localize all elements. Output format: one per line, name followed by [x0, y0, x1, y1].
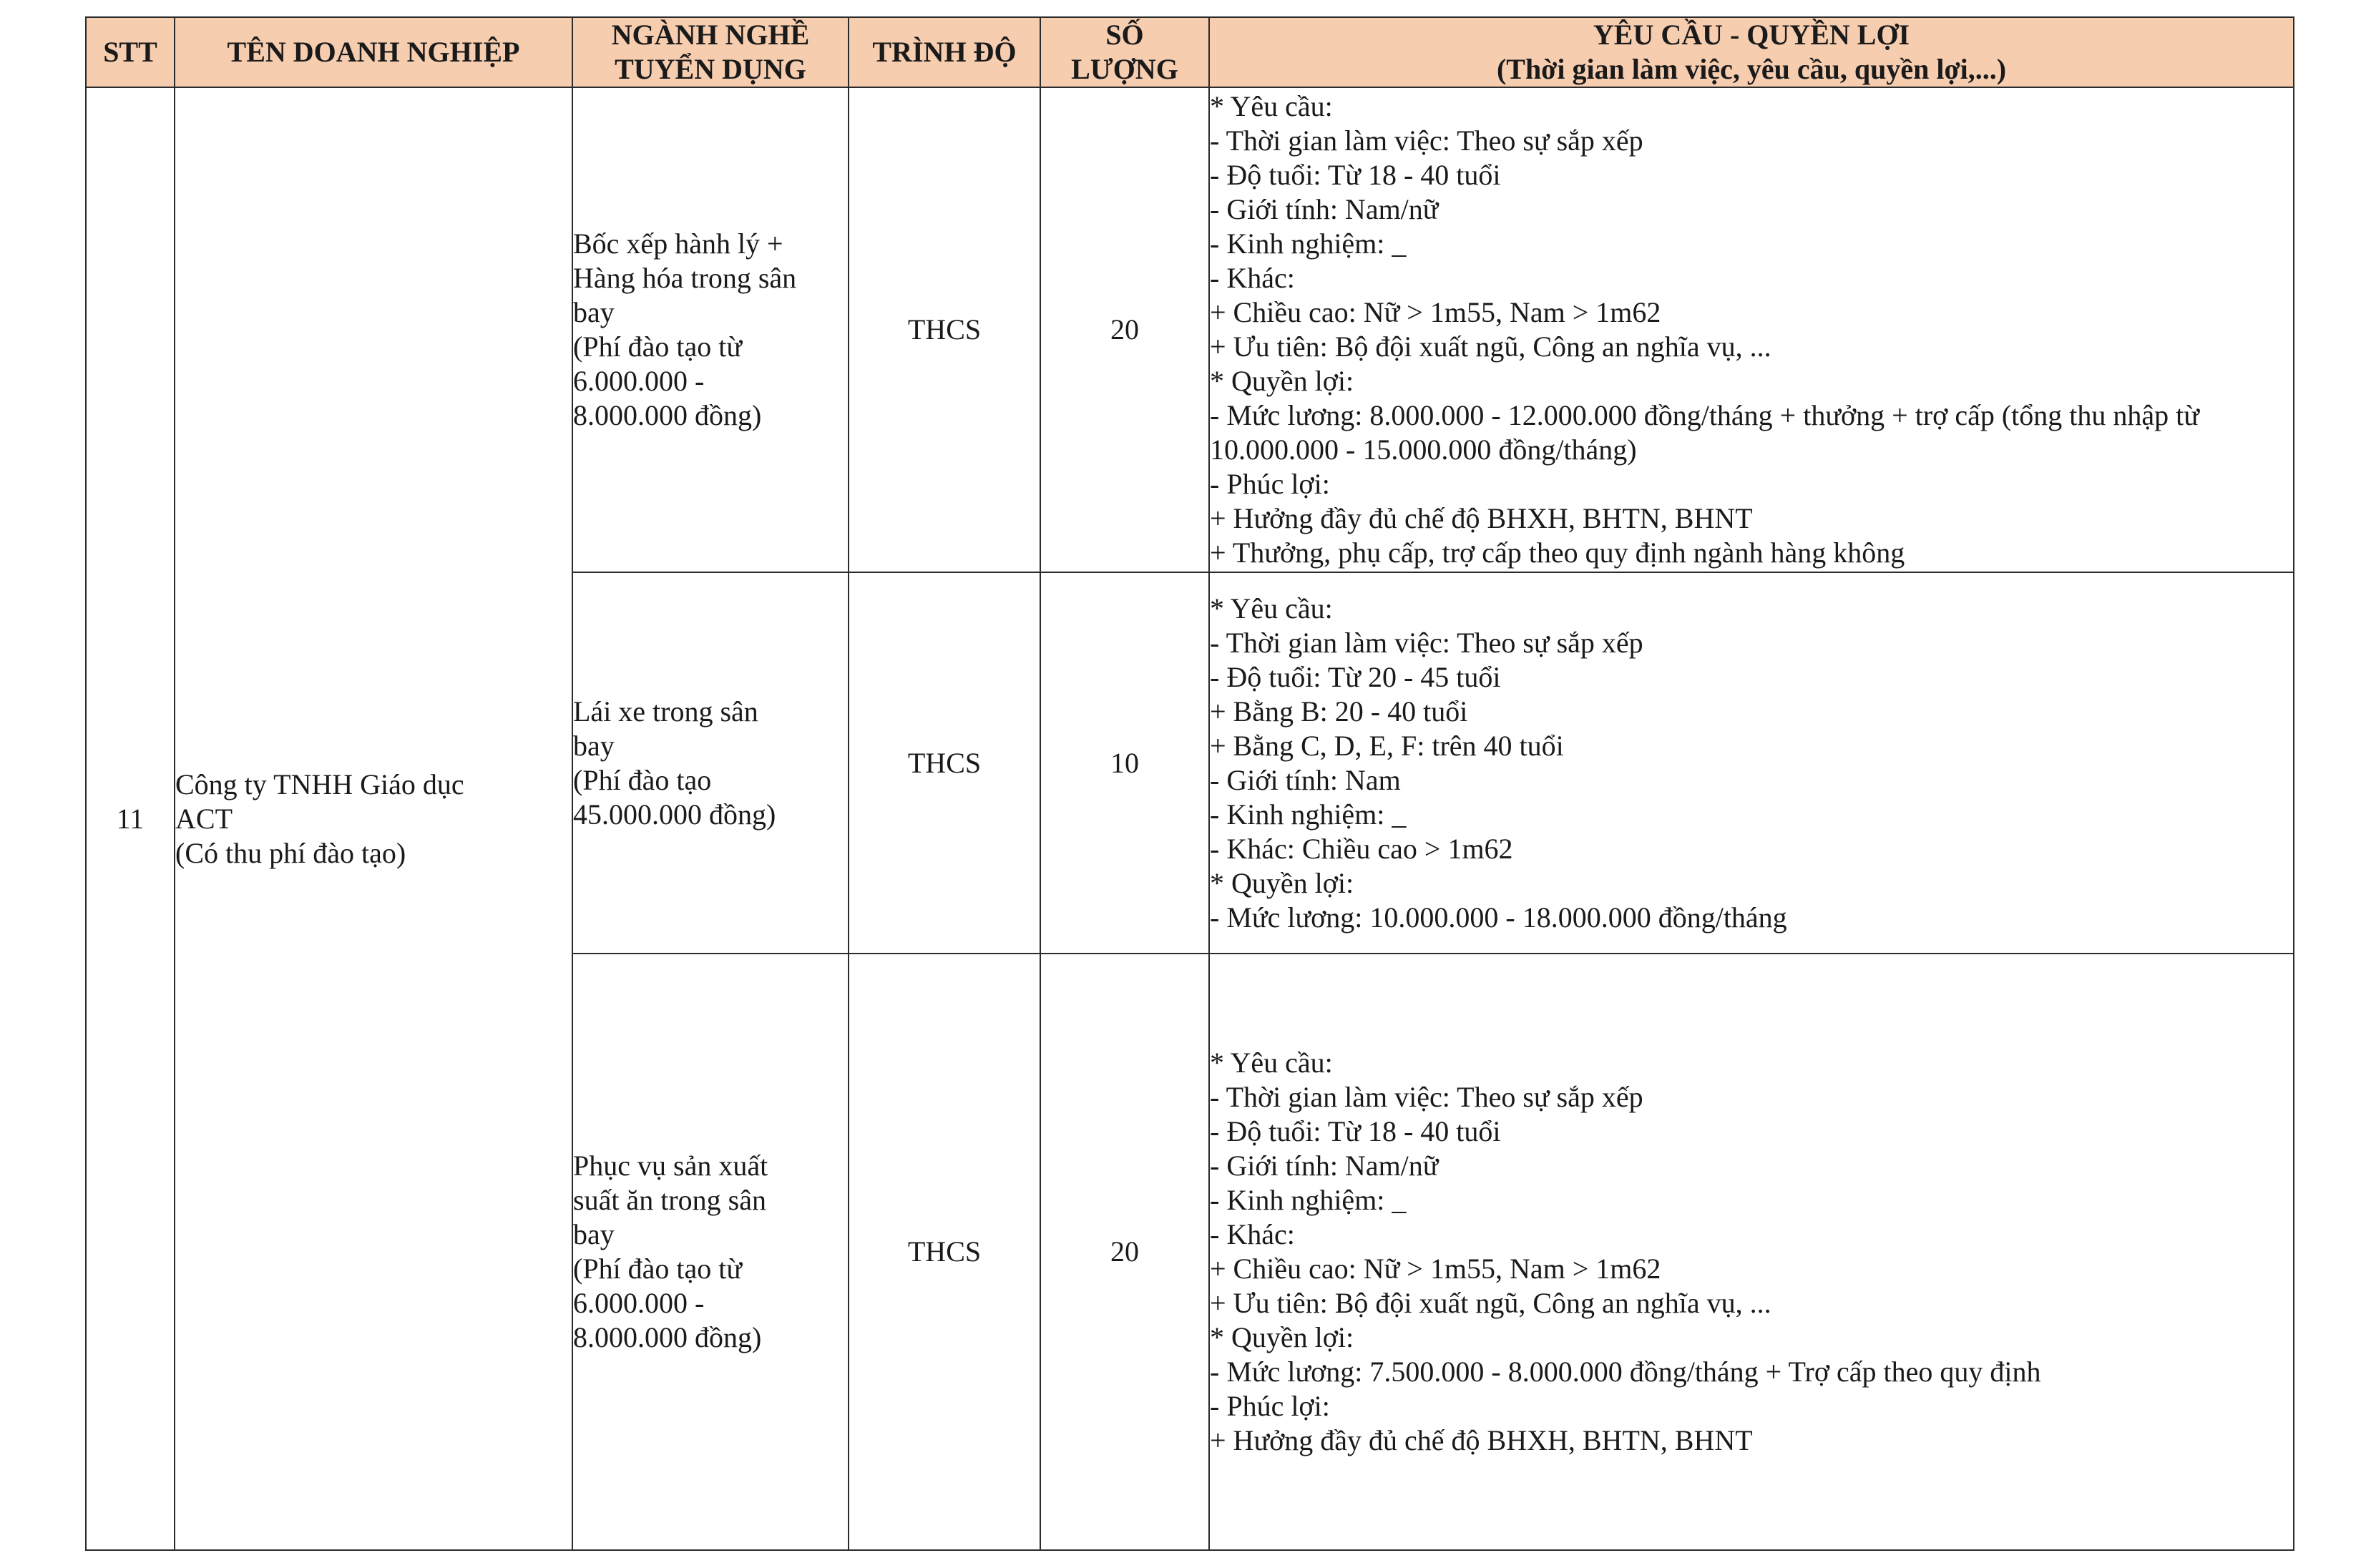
- details-cell: * Yêu cầu: - Thời gian làm việc: Theo sự sắp xếp - Độ tuổi: Từ 20 - 45 tuổi + Bằng B: 20 - 40 tuổi + Bằng C, D, E, F: trên 40 tuổi - Giới tính: Nam - Kinh nghiệm: _ - Khác: Chiều cao > 1m62 * Quyền lợi: - Mức lương: 10.000.000 - 18.000.000 đồng/tháng: [1209, 572, 2294, 954]
- details-cell: * Yêu cầu: - Thời gian làm việc: Theo sự sắp xếp - Độ tuổi: Từ 18 - 40 tuổi - Giới tính: Nam/nữ - Kinh nghiệm: _ - Khác: + Chiều cao: Nữ > 1m55, Nam > 1m62 + Ưu tiên: Bộ đội xuất ngũ, Công an nghĩa vụ, ... * Quyền lợi: - Mức lương: 7.500.000 - 8.000.000 đồng/tháng + Trợ cấp theo quy định - Phúc lợi: + Hưởng đầy đủ chế độ BHXH, BHTN, BHNT: [1209, 954, 2294, 1550]
- occupation-cell: Phục vụ sản xuất suất ăn trong sân bay (Phí đào tạo từ 6.000.000 - 8.000.000 đồng): [572, 954, 849, 1550]
- quantity-cell: 10: [1040, 572, 1209, 954]
- quantity-cell: 20: [1040, 954, 1209, 1550]
- level-cell: THCS: [849, 954, 1040, 1550]
- details-cell: * Yêu cầu: - Thời gian làm việc: Theo sự sắp xếp - Độ tuổi: Từ 18 - 40 tuổi - Giới tính: Nam/nữ - Kinh nghiệm: _ - Khác: + Chiều cao: Nữ > 1m55, Nam > 1m62 + Ưu tiên: Bộ đội xuất ngũ, Công an nghĩa vụ, ... * Quyền lợi: - Mức lương: 8.000.000 - 12.000.000 đồng/tháng + thưởng + trợ cấp (tổng thu nhập từ 10.000.000 - 15.000.000 đồng/tháng) - Phúc lợi: + Hưởng đầy đủ chế độ BHXH, BHTN, BHNT + Thưởng, phụ cấp, trợ cấp theo quy định ngành hàng không: [1209, 87, 2294, 572]
- level-cell: THCS: [849, 572, 1040, 954]
- occupation-cell: Lái xe trong sân bay (Phí đào tạo 45.000.000 đồng): [572, 572, 849, 954]
- quantity-cell: 20: [1040, 87, 1209, 572]
- header-company: TÊN DOANH NGHIỆP: [175, 17, 572, 87]
- header-occupation: NGÀNH NGHỀ TUYỂN DỤNG: [572, 17, 849, 87]
- stt-cell: 11: [86, 87, 175, 1550]
- table-row: [86, 87, 2294, 572]
- header-stt: STT: [86, 17, 175, 87]
- company-name-cell: Công ty TNHH Giáo dục ACT (Có thu phí đào tạo): [175, 87, 572, 1550]
- header-quantity: SỐ LƯỢNG: [1040, 17, 1209, 87]
- level-cell: THCS: [849, 87, 1040, 572]
- header-row: [86, 17, 2294, 87]
- header-requirements: YÊU CẦU - QUYỀN LỢI (Thời gian làm việc, yêu cầu, quyền lợi,...): [1209, 17, 2294, 87]
- recruitment-table: [85, 16, 2294, 1551]
- occupation-cell: Bốc xếp hành lý + Hàng hóa trong sân bay (Phí đào tạo từ 6.000.000 - 8.000.000 đồng): [572, 87, 849, 572]
- header-level: TRÌNH ĐỘ: [849, 17, 1040, 87]
